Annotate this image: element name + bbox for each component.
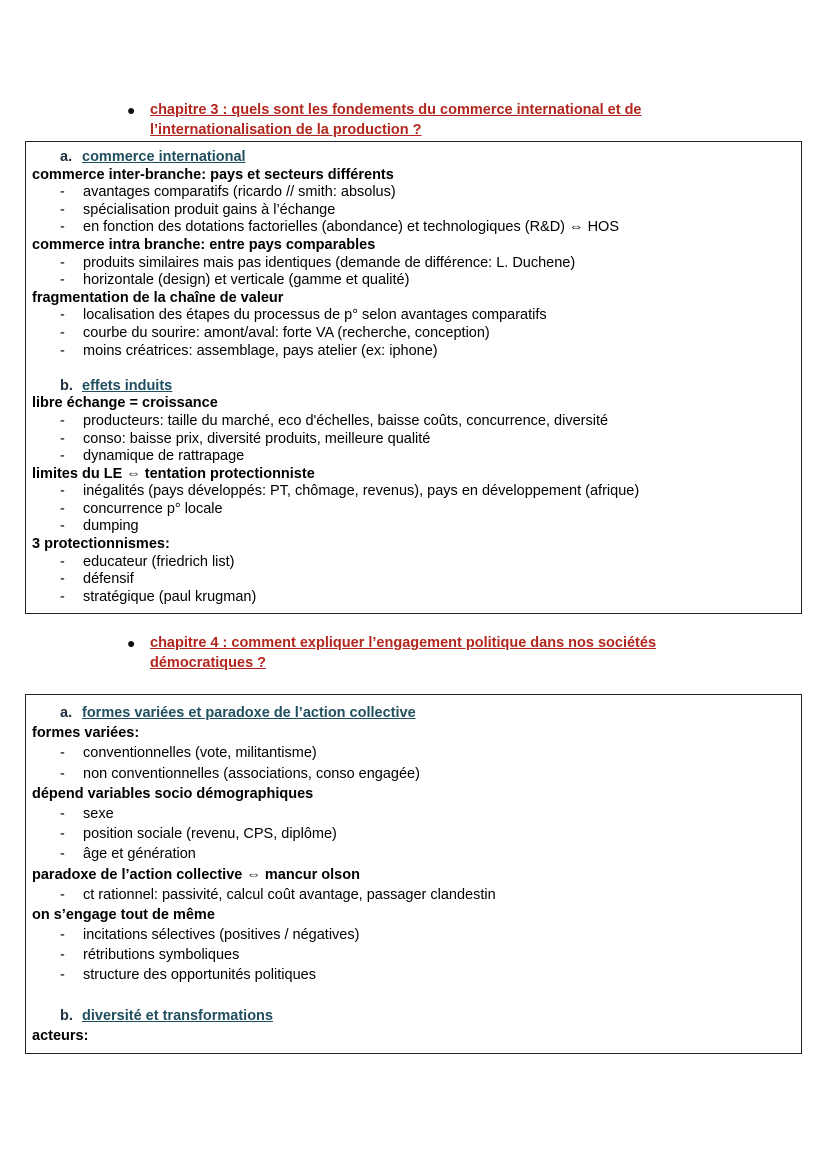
chapter-3-title-line-2: l’internationalisation de la production ? <box>150 122 422 138</box>
list-item: - conventionnelles (vote, militantisme) <box>60 745 317 762</box>
chapter-4-content-box <box>25 694 802 1054</box>
subheading-intra-branche: commerce intra branche: entre pays comparables <box>32 236 376 253</box>
list-item: - dynamique de rattrapage <box>60 448 245 465</box>
chapter-3-content-box <box>25 141 802 614</box>
list-item: - stratégique (paul krugman) <box>60 588 257 605</box>
list-item: - courbe du sourire: amont/aval: forte VA (recherche, conception) <box>60 324 490 341</box>
list-item: - en fonction des dotations factorielles (abondance) et technologiques (R&D) ⇔ HOS <box>60 219 619 236</box>
section-b-heading: b. effets induits <box>60 377 173 394</box>
section-b-heading: b. diversité et transformations <box>60 1007 273 1024</box>
list-item: - sexe <box>60 805 114 822</box>
subheading-variables: dépend variables socio démographiques <box>32 785 314 802</box>
subheading-libre-echange: libre échange = croissance <box>32 395 218 412</box>
list-item: - horizontale (design) et verticale (gamme et qualité) <box>60 272 410 289</box>
subheading-paradoxe: paradoxe de l’action collective ⇔ mancur olson <box>32 866 360 883</box>
subheading-inter-branche: commerce inter-branche: pays et secteurs différents <box>32 166 394 183</box>
list-item: - educateur (friedrich list) <box>60 553 235 570</box>
list-item: - producteurs: taille du marché, eco d'échelles, baisse coûts, concurrence, diversité <box>60 412 609 429</box>
section-a-heading: a. commerce international <box>60 149 246 165</box>
bullet-icon: ● <box>127 102 136 118</box>
subheading-engagement: on s’engage tout de même <box>32 906 215 923</box>
list-item: - inégalités (pays développés: PT, chômage, revenus), pays en développement (afrique) <box>60 483 640 500</box>
subheading-limites: limites du LE ⇔ tentation protectionniste <box>32 465 315 482</box>
subheading-fragmentation: fragmentation de la chaîne de valeur <box>32 289 284 306</box>
list-item: - conso: baisse prix, diversité produits, meilleure qualité <box>60 430 431 447</box>
section-a-heading: a. formes variées et paradoxe de l’action collective <box>60 705 416 721</box>
subheading-formes-variees: formes variées: <box>32 725 140 742</box>
list-item: - non conventionnelles (associations, conso engagée) <box>60 765 420 782</box>
list-item: - âge et génération <box>60 846 196 863</box>
list-item: - spécialisation produit gains à l’échange <box>60 201 336 218</box>
chapter-4-title-line-2: démocratiques ? <box>150 655 267 671</box>
chapter-3-title-line-1: chapitre 3 : quels sont les fondements du commerce international et de <box>150 102 642 118</box>
list-item: - concurrence p° locale <box>60 500 223 517</box>
subheading-acteurs: acteurs: <box>32 1028 89 1044</box>
list-item: - rétributions symboliques <box>60 947 240 964</box>
list-item: - défensif <box>60 571 134 588</box>
bullet-icon: ● <box>127 635 136 651</box>
list-item: - dumping <box>60 518 139 535</box>
list-item: - ct rationnel: passivité, calcul coût avantage, passager clandestin <box>60 886 496 903</box>
list-item: - avantages comparatifs (ricardo // smith: absolus) <box>60 184 396 201</box>
list-item: - position sociale (revenu, CPS, diplôme) <box>60 826 337 843</box>
list-item: - incitations sélectives (positives / négatives) <box>60 927 360 944</box>
list-item: - produits similaires mais pas identiques (demande de différence: L. Duchene) <box>60 254 576 271</box>
list-item: - localisation des étapes du processus de p° selon avantages comparatifs <box>60 307 547 324</box>
subheading-protectionnismes: 3 protectionnismes: <box>32 536 170 553</box>
list-item: - structure des opportunités politiques <box>60 967 316 984</box>
list-item: - moins créatrices: assemblage, pays atelier (ex: iphone) <box>60 342 438 359</box>
chapter-3-heading <box>127 100 727 140</box>
chapter-4-heading <box>127 633 727 673</box>
chapter-4-title-line-1: chapitre 4 : comment expliquer l’engagement politique dans nos sociétés <box>150 635 657 651</box>
